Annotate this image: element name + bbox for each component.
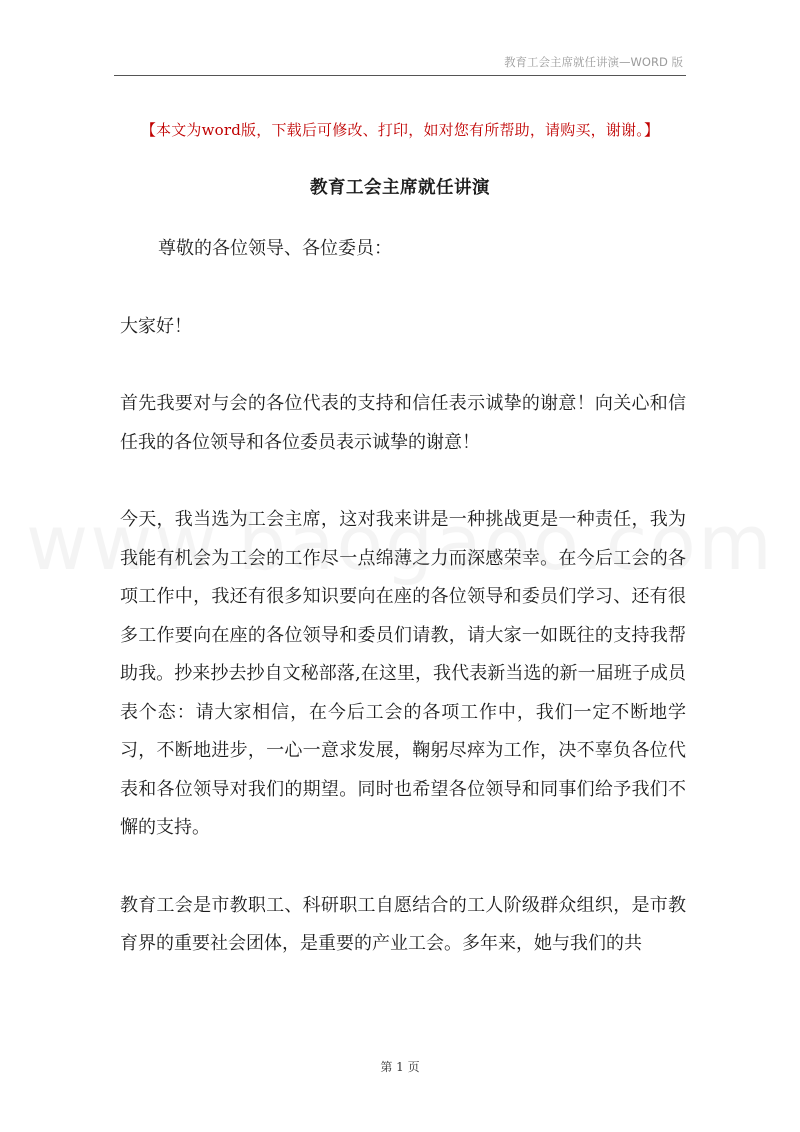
greeting: 大家好！ [120, 315, 192, 337]
running-header: 教育工会主席就任讲演—WORD 版 [504, 55, 683, 69]
page-number: 第 1 页 [380, 1060, 420, 1074]
header-divider [114, 75, 686, 76]
body-paragraph: 首先我要对与会的各位代表的支持和信任表示诚挚的谢意！向关心和信任我的各位领导和各位委员表示诚挚的谢意！ [120, 393, 686, 453]
document-title: 教育工会主席就任讲演 [310, 178, 490, 198]
body-paragraph: 教育工会是市教职工、科研职工自愿结合的工人阶级群众组织，是市教育界的重要社会团体，是重要的产业工会。多年来，她与我们的共 [120, 894, 686, 954]
download-notice: 【本文为word版，下载后可修改、打印，如对您有所帮助，请购买，谢谢。】 [140, 121, 660, 139]
document-body [120, 230, 686, 964]
salutation: 尊敬的各位领导、各位委员： [158, 238, 392, 259]
body-paragraph: 今天，我当选为工会主席，这对我来讲是一种挑战更是一种责任，我为我能有机会为工会的工作尽一点绵薄之力而深感荣幸。在今后工会的各项工作中，我还有很多知识要向在座的各位领导和委员们学习、还有很多工作要向在座的各位领导和委员们请教，请大家一如既往的支持我帮助我。抄来抄去抄自文秘部落,在这里，我代表新当选的新一届班子成员表个态：请大家相信，在今后工会的各项工作中，我们一定不断地学习，不断地进步，一心一意求发展，鞠躬尽瘁为工作，决不辜负各位代表和各位领导对我们的期望。同时也希望各位领导和同事们给予我们不懈的支持。 [120, 509, 686, 838]
